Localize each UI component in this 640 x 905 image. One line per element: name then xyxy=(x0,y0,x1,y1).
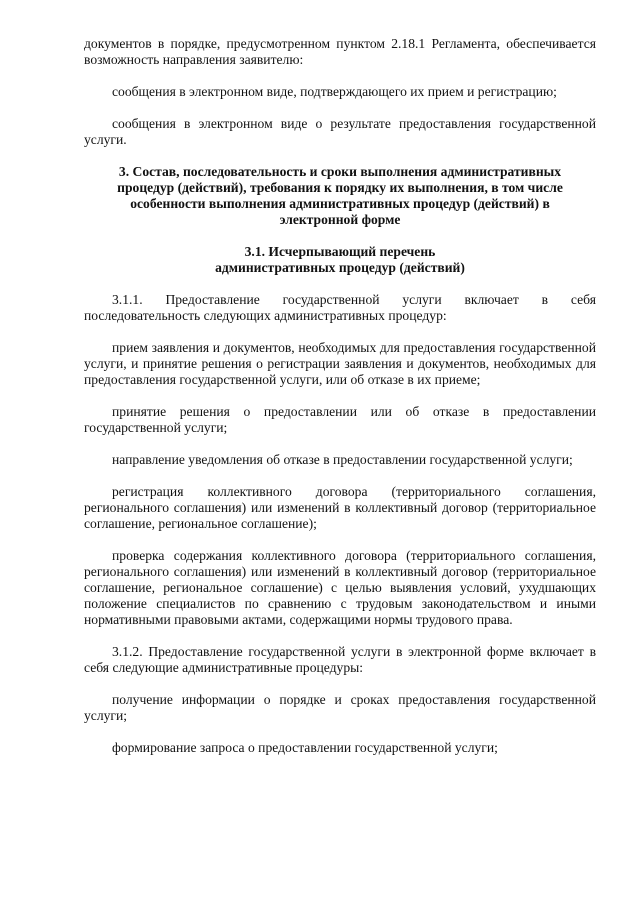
subsection-heading xyxy=(84,244,596,276)
paragraph-clause-3-1-1: 3.1.1. Предоставление государственной услуги включает в себя последовательность следующих административных процедур: xyxy=(84,292,596,323)
document-page xyxy=(84,36,596,772)
paragraph-continuation: документов в порядке, предусмотренном пунктом 2.18.1 Регламента, обеспечивается возможность направления заявителю: xyxy=(84,36,596,67)
paragraph-item: прием заявления и документов, необходимых для предоставления государственной услуги, и принятие решения о регистрации заявления и документов, необходимых для предоставления государственной услуги, или об отказе в их приеме; xyxy=(84,340,596,387)
paragraph-item: получение информации о порядке и сроках предоставления государственной услуги; xyxy=(84,692,596,723)
paragraph-item: принятие решения о предоставлении или об отказе в предоставлении государственной услуги; xyxy=(84,404,596,435)
paragraph-item: сообщения в электронном виде о результате предоставления государственной услуги. xyxy=(84,116,596,147)
paragraph-item: проверка содержания коллективного договора (территориального соглашения, регионального соглашения) или изменений в коллективный договор (территориальное соглашение, региональное соглашение) с целью выявления условий, ухудшающих положение специалистов по сравнению с трудовым законодательством и иными нормативными правовыми актами, содержащими нормы трудового права. xyxy=(84,548,596,627)
paragraph-item: формирование запроса о предоставлении государственной услуги; xyxy=(112,740,498,755)
paragraph-clause-3-1-2: 3.1.2. Предоставление государственной услуги в электронной форме включает в себя следующие административные процедуры: xyxy=(84,644,596,675)
paragraph-item: направление уведомления об отказе в предоставлении государственной услуги; xyxy=(112,452,573,467)
subsection-heading-line2: административных процедур (действий) xyxy=(215,260,465,275)
paragraph-item: регистрация коллективного договора (территориального соглашения, регионального соглашения) или изменений в коллективный договор (территориальное соглашение, региональное соглашение); xyxy=(84,484,596,531)
section-heading: 3. Состав, последовательность и сроки выполнения административных процедур (действий), требования к порядку их выполнения, в том числе особенности выполнения административных процедур (действий) в электронной форме xyxy=(117,164,563,227)
subsection-heading-line1: 3.1. Исчерпывающий перечень xyxy=(244,244,436,259)
paragraph-item: сообщения в электронном виде, подтверждающего их прием и регистрацию; xyxy=(112,84,557,99)
